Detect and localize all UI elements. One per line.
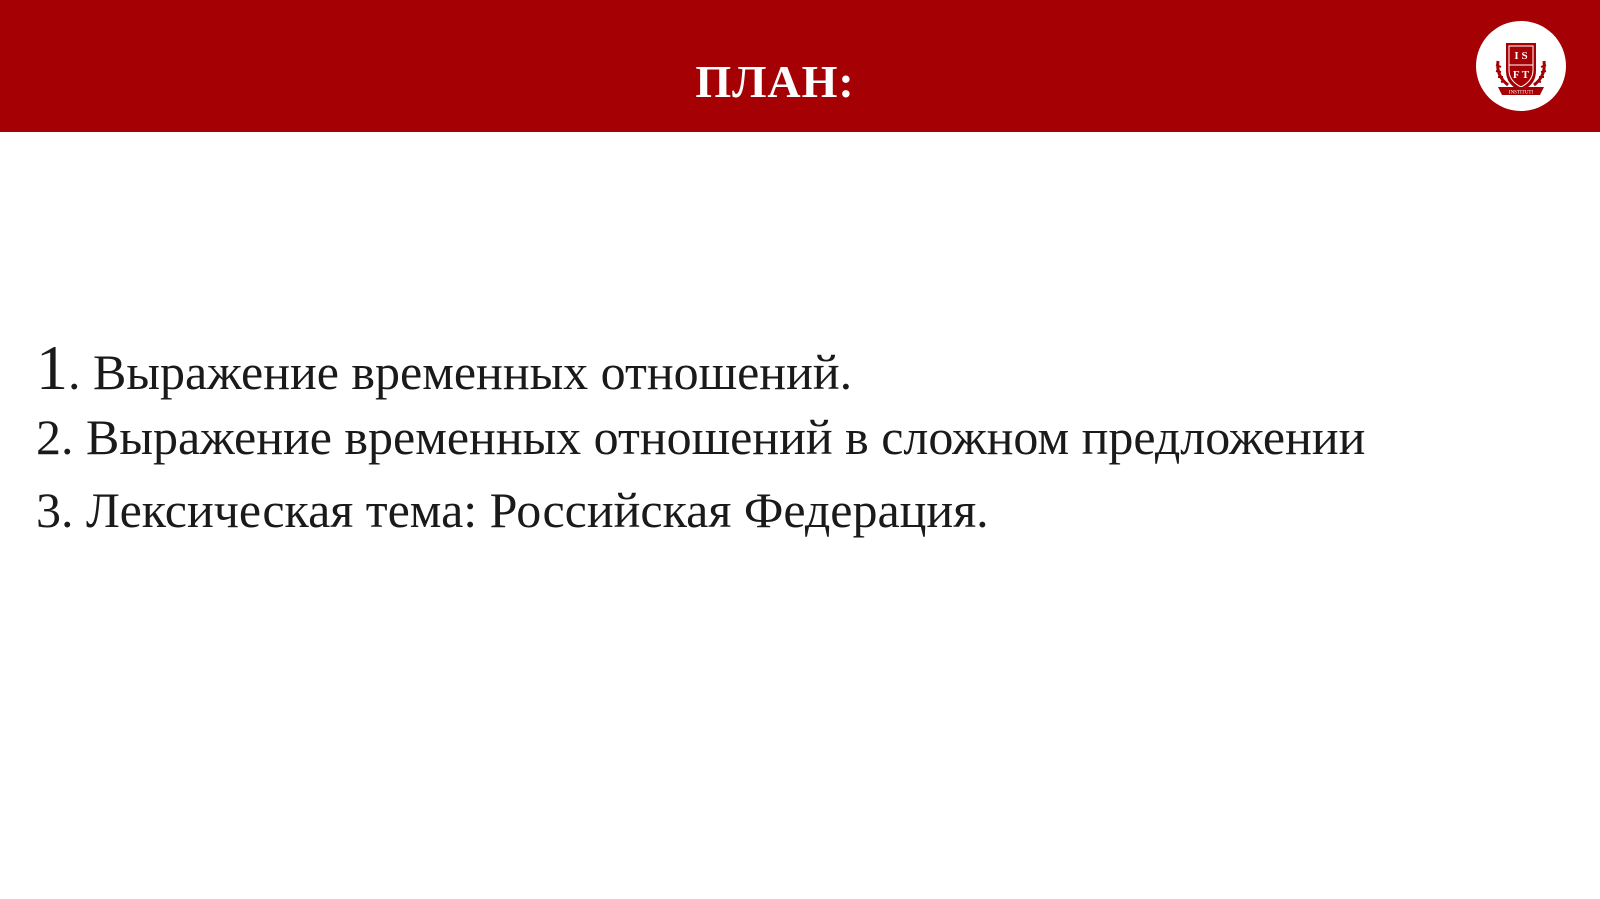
plan-item-text: . Выражение временных отношений. (68, 344, 853, 400)
svg-text:F T: F T (1512, 69, 1530, 81)
plan-item-number: 2 (36, 409, 61, 465)
institute-logo (1476, 21, 1566, 111)
header-bar (0, 0, 1600, 132)
plan-item-1 (36, 332, 853, 403)
plan-item-3 (36, 480, 989, 540)
plan-item-number: 3 (36, 482, 61, 538)
slide-title: ПЛАН: (695, 56, 855, 107)
plan-item-number: 1 (36, 332, 68, 403)
plan-item-2 (36, 407, 1365, 467)
svg-text:I S: I S (1514, 50, 1528, 62)
plan-item-text: . Лексическая тема: Российская Федерация. (61, 482, 989, 538)
svg-text:INSTITUTI: INSTITUTI (1508, 90, 1534, 96)
plan-item-text: . Выражение временных отношений в сложном предложении (61, 409, 1366, 465)
isft-emblem-icon (1476, 21, 1566, 111)
